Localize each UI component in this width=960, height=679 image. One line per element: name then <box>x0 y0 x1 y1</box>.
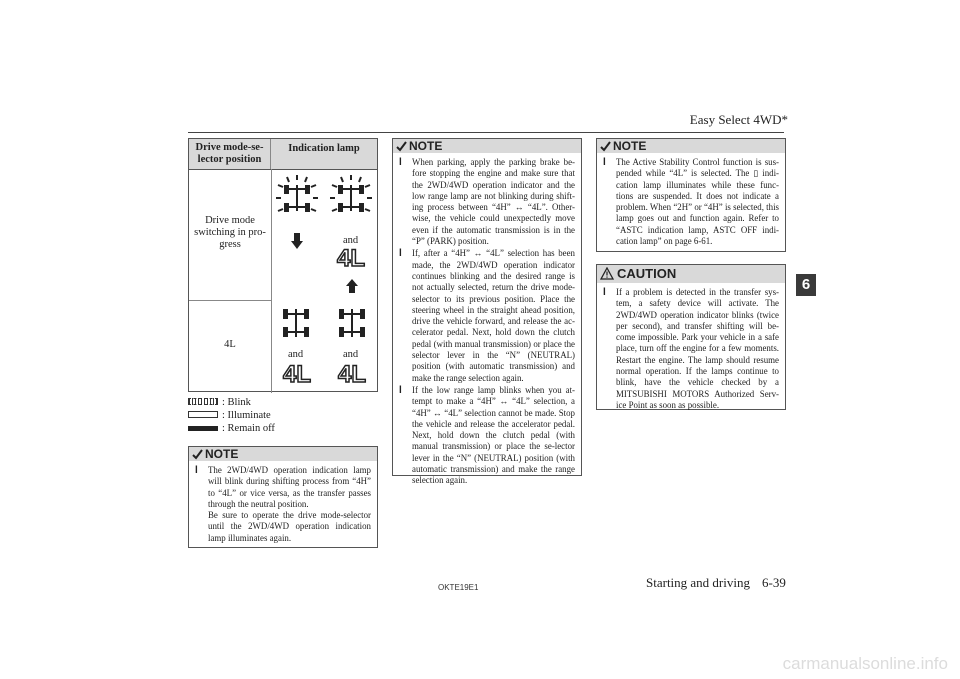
list-item <box>603 287 779 411</box>
caution-title: CAUTION <box>617 266 677 281</box>
watermark: carmanualsonline.info <box>782 654 948 673</box>
bullet-text: If a problem is detected in the transfer sys-tem, a safety device will activate. The 2WD/4WD operation indicator blinks (twice per second), and transfer shifting will be-come impossible. Park your vehicle in a safe place, turn off the engine for a few moments. Restart the engine. The lamp should resume normal operation. If the lamps continue to blink, have the vehicle checked by a MITSUBISHI MOTORS Authorized Serv-ice Point as soon as possible. <box>616 287 779 410</box>
page-number: 6-39 <box>762 575 786 590</box>
header-selector-position: Drive mode-se-lector position <box>189 139 271 169</box>
note-title-bar <box>189 447 377 461</box>
note-title-bar <box>597 139 785 153</box>
note-box-3 <box>596 138 786 252</box>
list-item <box>399 248 575 384</box>
note-title: NOTE <box>409 139 443 153</box>
running-header: Easy Select 4WD* <box>689 112 788 127</box>
legend-off-text: : Remain off <box>222 423 275 434</box>
down-arrow-icon <box>291 233 303 249</box>
bullet-icon: l <box>399 157 402 168</box>
section-name: Starting and driving <box>646 575 750 590</box>
blink-swatch <box>188 398 218 405</box>
bullet-text: The Active Stability Control function is sus-pended while “4L” is selected. The ▯ indi-cation lamp illuminates while these func-tions are suspended. It does not indicate a problem. When “2H” or “4H” is selected, this lamp goes out and function again. Refer to “ASTC indication lamp, ASTC OFF indi-cation lamp” on page 6-61. <box>616 157 779 247</box>
note-body <box>393 153 581 492</box>
low-range-4l-badge: 4L <box>338 361 367 388</box>
bullet-icon: l <box>399 248 402 260</box>
warning-icon <box>600 267 614 280</box>
legend-illuminate-text: : Illuminate <box>222 410 271 421</box>
table-divider-vertical <box>271 169 272 393</box>
chapter-tab: 6 <box>796 274 816 296</box>
note-box-1 <box>188 446 378 548</box>
note-body <box>597 153 785 252</box>
4wd-icon-right <box>337 307 367 339</box>
caution-title-bar <box>597 265 785 283</box>
and-label: and <box>343 235 359 246</box>
bullet-text: When parking, apply the parking brake be-fore stopping the engine and make sure that the 2WD/4WD operation indicator and the low range lamp are not blinking during shift-ing process between “4H” ↔ “4L”. Other-wise, the vehicle could unexpectedly move even if the automatic transmission is in the “P” (PARK) position. <box>412 157 575 247</box>
document-code: OKTE19E1 <box>438 583 479 592</box>
low-range-4l-badge: 4L <box>337 245 366 272</box>
indication-table <box>188 138 378 392</box>
header-rule <box>188 132 784 133</box>
check-icon <box>600 141 611 152</box>
blinking-4wd-icon-right <box>327 173 375 221</box>
up-arrow-icon <box>346 279 358 293</box>
caution-box <box>596 264 786 410</box>
bullet-text: If the low range lamp blinks when you at-tempt to make a “4H” ↔ “4L” selection, a “4H” ↔ “4L” selection cannot be made. Stop the vehicle and release the accelerator pedal. Next, hold down the clutch pedal (with manual transmission) or place the se-lector lever in the “N” (NEUTRAL) position (with automatic transmission) and make the range selection again. <box>412 384 575 486</box>
note-title-bar <box>393 139 581 153</box>
bullet-icon: l <box>603 157 606 168</box>
check-icon <box>192 449 203 460</box>
list-item <box>399 385 575 487</box>
list-item <box>603 157 779 247</box>
list-item <box>195 465 371 544</box>
bullet-icon: l <box>399 384 402 396</box>
table-header-row <box>189 139 377 170</box>
row-label-4l: 4L <box>224 339 236 350</box>
4wd-icon-left <box>281 307 311 339</box>
list-item <box>399 157 575 247</box>
caution-body <box>597 283 785 416</box>
header-indication-lamp: Indication lamp <box>288 143 360 154</box>
blinking-4wd-icon-left <box>273 173 321 221</box>
low-range-4l-badge: 4L <box>283 361 312 388</box>
bullet-icon: l <box>195 465 198 476</box>
note-body <box>189 461 377 549</box>
bullet-text: If, after a “4H” ↔ “4L” selection has been made, the 2WD/4WD operation indicator continues blinking and the desired range is not actually selected, return the drive mode-selector to its previous position. Place the steering wheel in the straight ahead position, drive the vehicle forward, and release the ac-celerator pedal. Next, hold down the clutch pedal (with manual transmission) or place the selector lever in the “N” (NEUTRAL) position (with automatic transmission) and make the range selection again. <box>412 248 575 383</box>
off-swatch <box>188 426 218 431</box>
note-title: NOTE <box>613 139 647 153</box>
note-box-2 <box>392 138 582 486</box>
illuminate-swatch <box>188 411 218 418</box>
bullet-text: The 2WD/4WD operation indication lamp will blink during shifting process from “4H” to “4L” or vice versa, as the transfer passes through the neutral position. Be sure to operate the drive mode-selector until the 2WD/4WD operation indication lamp illuminates again. <box>208 465 371 543</box>
and-label: and <box>343 349 359 360</box>
check-icon <box>396 141 407 152</box>
and-label: and <box>288 349 304 360</box>
table-divider-horizontal <box>189 300 271 301</box>
legend-blink-text: : Blink <box>222 397 251 408</box>
note-title: NOTE <box>205 447 239 461</box>
bullet-icon: l <box>603 287 606 298</box>
row-label-switching: Drive mode switching in pro-gress <box>194 215 266 250</box>
